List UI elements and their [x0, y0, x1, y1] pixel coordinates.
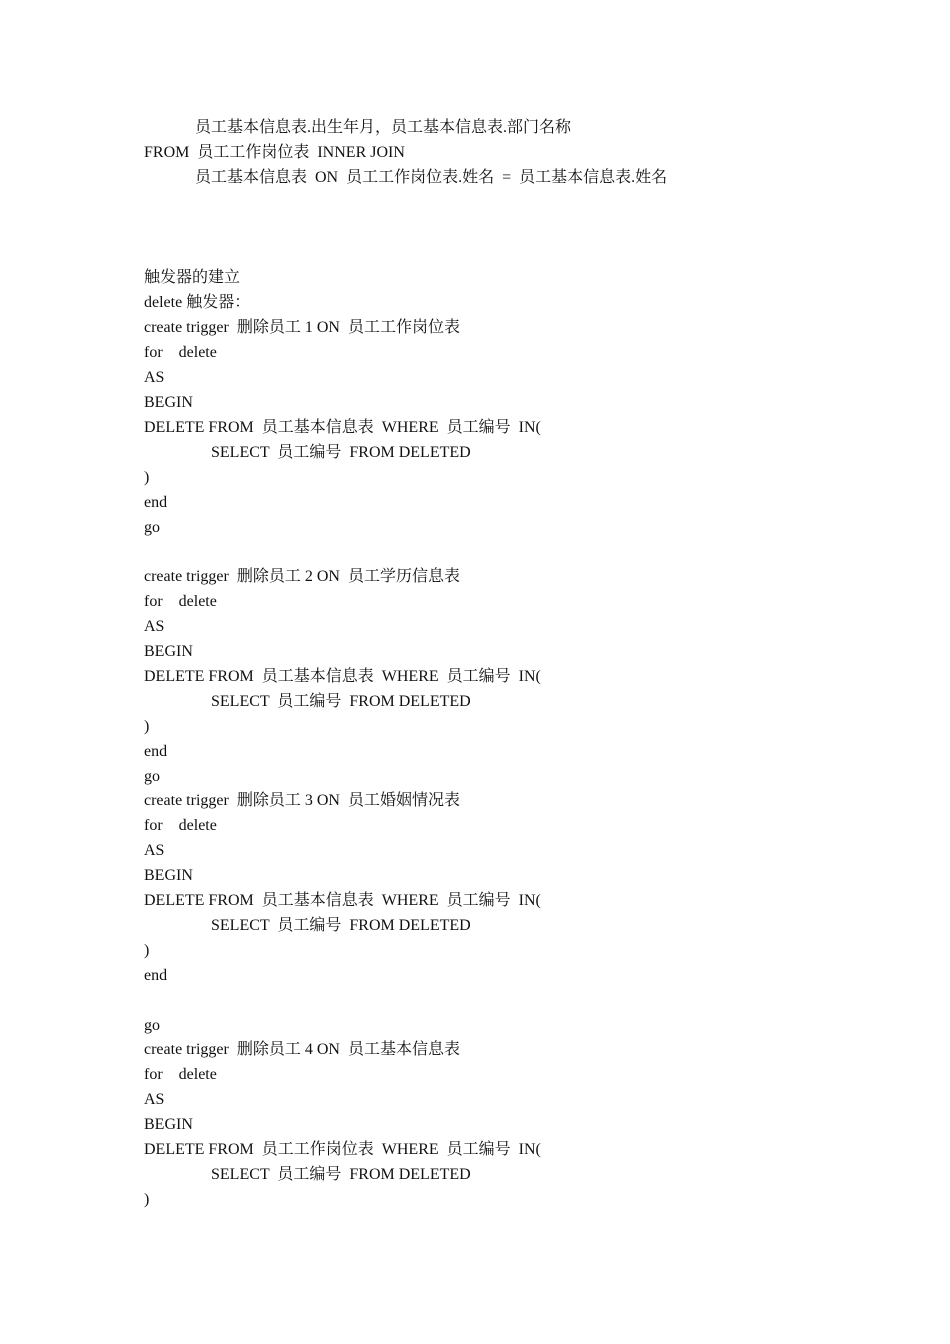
query-from-line: FROM 员工工作岗位表 INNER JOIN — [144, 144, 405, 161]
trigger-2-begin: BEGIN — [144, 643, 193, 660]
query-select-continuation: 员工基本信息表.出生年月，员工基本信息表.部门名称 — [195, 119, 572, 136]
trigger-3-create: create trigger 删除员工 3 ON 员工婚姻情况表 — [144, 792, 460, 809]
trigger-2-as: AS — [144, 618, 165, 635]
trigger-1-begin: BEGIN — [144, 394, 193, 411]
trigger-2-close-paren: ) — [144, 718, 150, 735]
trigger-3-end: end — [144, 967, 168, 984]
trigger-4-begin: BEGIN — [144, 1116, 193, 1133]
section-heading: 触发器的建立 — [144, 269, 241, 286]
section-subheading: delete 触发器： — [144, 294, 251, 311]
trigger-3-for: for delete — [144, 817, 217, 834]
trigger-2-end: end — [144, 743, 168, 760]
trigger-3-as: AS — [144, 842, 165, 859]
trigger-3-go: go — [144, 1017, 160, 1034]
trigger-4-as: AS — [144, 1091, 165, 1108]
trigger-1-close-paren: ) — [144, 469, 150, 486]
trigger-1-end: end — [144, 494, 168, 511]
trigger-1-delete: DELETE FROM 员工基本信息表 WHERE 员工编号 IN( — [144, 419, 541, 436]
trigger-3-delete: DELETE FROM 员工基本信息表 WHERE 员工编号 IN( — [144, 892, 541, 909]
query-join-line: 员工基本信息表 ON 员工工作岗位表.姓名 = 员工基本信息表.姓名 — [195, 169, 668, 186]
trigger-2-select: SELECT 员工编号 FROM DELETED — [211, 693, 471, 710]
trigger-4-delete: DELETE FROM 员工工作岗位表 WHERE 员工编号 IN( — [144, 1141, 541, 1158]
trigger-2-delete: DELETE FROM 员工基本信息表 WHERE 员工编号 IN( — [144, 668, 541, 685]
trigger-3-close-paren: ) — [144, 942, 150, 959]
trigger-3-begin: BEGIN — [144, 867, 193, 884]
trigger-1-create: create trigger 删除员工 1 ON 员工工作岗位表 — [144, 319, 460, 336]
trigger-4-for: for delete — [144, 1066, 217, 1083]
trigger-4-close-paren: ) — [144, 1191, 150, 1208]
trigger-1-for: for delete — [144, 344, 217, 361]
trigger-4-select: SELECT 员工编号 FROM DELETED — [211, 1166, 471, 1183]
trigger-3-select: SELECT 员工编号 FROM DELETED — [211, 917, 471, 934]
trigger-2-create: create trigger 删除员工 2 ON 员工学历信息表 — [144, 568, 460, 585]
trigger-1-as: AS — [144, 369, 165, 386]
trigger-2-for: for delete — [144, 593, 217, 610]
trigger-1-go: go — [144, 519, 160, 536]
trigger-2-go: go — [144, 768, 160, 785]
trigger-1-select: SELECT 员工编号 FROM DELETED — [211, 444, 471, 461]
trigger-4-create: create trigger 删除员工 4 ON 员工基本信息表 — [144, 1041, 460, 1058]
